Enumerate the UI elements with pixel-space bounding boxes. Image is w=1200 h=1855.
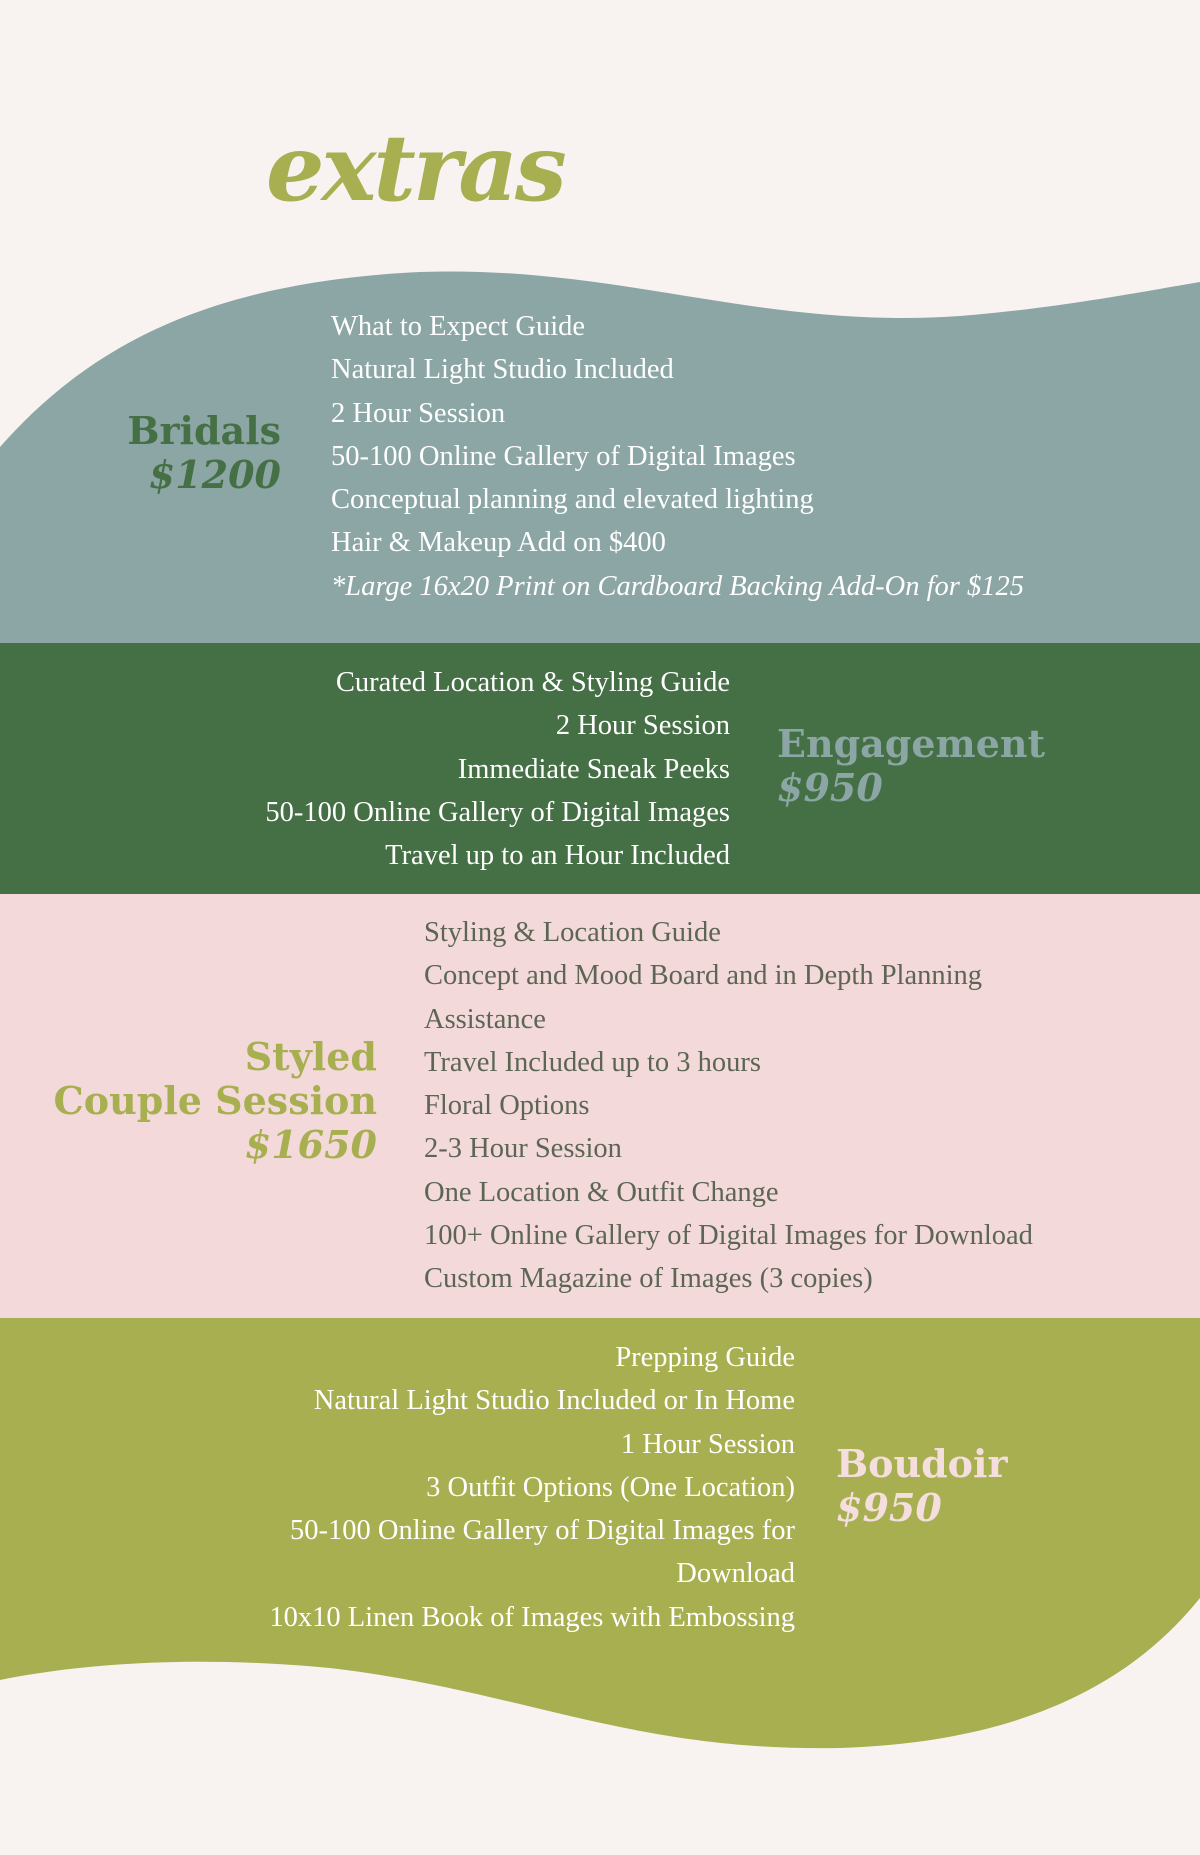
list-item: 2 Hour Session [555,710,730,742]
list-item: 100+ Online Gallery of Digital Images for Download [424,1220,1033,1252]
list-item: Download [676,1558,795,1590]
list-item: Styling & Location Guide [424,917,721,948]
list-item: 3 Outfit Options (One Location) [426,1471,795,1503]
list-item: What to Expect Guide [331,311,586,342]
list-item: Floral Options [424,1090,590,1122]
boudoir-heading [836,1442,1007,1530]
list-item: Hair & Makeup Add on $400 [331,527,666,559]
list-item: 50-100 Online Gallery of Digital Images [265,796,730,828]
package-name-line-2: Couple Session [53,1078,377,1123]
list-item: Concept and Mood Board and in Depth Planning [424,960,983,992]
bridals-heading [127,409,281,497]
list-item: Travel Included up to 3 hours [424,1046,761,1078]
list-item: One Location & Outfit Change [424,1176,779,1208]
list-item: Conceptual planning and elevated lighting [331,484,814,516]
package-price: $1200 [148,452,281,497]
list-item-note: *Large 16x20 Print on Cardboard Backing Add-On for $125 [331,570,1024,602]
engagement-feature-list [170,661,730,877]
boudoir-feature-list [35,1336,795,1639]
package-name: Bridals [127,408,281,453]
list-item: Curated Location & Styling Guide [335,667,730,698]
page-title: extras [266,114,564,222]
list-item: 2 Hour Session [331,397,506,429]
list-item: Custom Magazine of Images (3 copies) [424,1263,873,1295]
engagement-heading [777,722,1045,810]
list-item: 50-100 Online Gallery of Digital Images [331,440,796,472]
list-item: 1 Hour Session [620,1428,795,1460]
list-item: Assistance [424,1003,546,1035]
package-price: $950 [836,1485,942,1530]
package-price: $950 [777,765,883,810]
list-item: 10x10 Linen Book of Images with Embossing [269,1601,795,1633]
list-item: Prepping Guide [615,1342,795,1373]
list-item: Travel up to an Hour Included [385,840,730,872]
list-item: 50-100 Online Gallery of Digital Images for [290,1515,795,1547]
styled-couple-feature-list [424,911,1033,1301]
list-item: Natural Light Studio Included or In Home [313,1385,795,1417]
package-name: Boudoir [836,1441,1008,1486]
styled-couple-heading [54,1035,377,1167]
package-name-line-1: Styled [244,1034,377,1079]
list-item: Natural Light Studio Included [331,354,674,386]
package-name: Engagement [777,721,1046,766]
package-price: $1650 [244,1122,377,1167]
list-item: 2-3 Hour Session [424,1133,622,1165]
bridals-feature-list [331,305,1024,608]
list-item: Immediate Sneak Peeks [457,753,730,785]
